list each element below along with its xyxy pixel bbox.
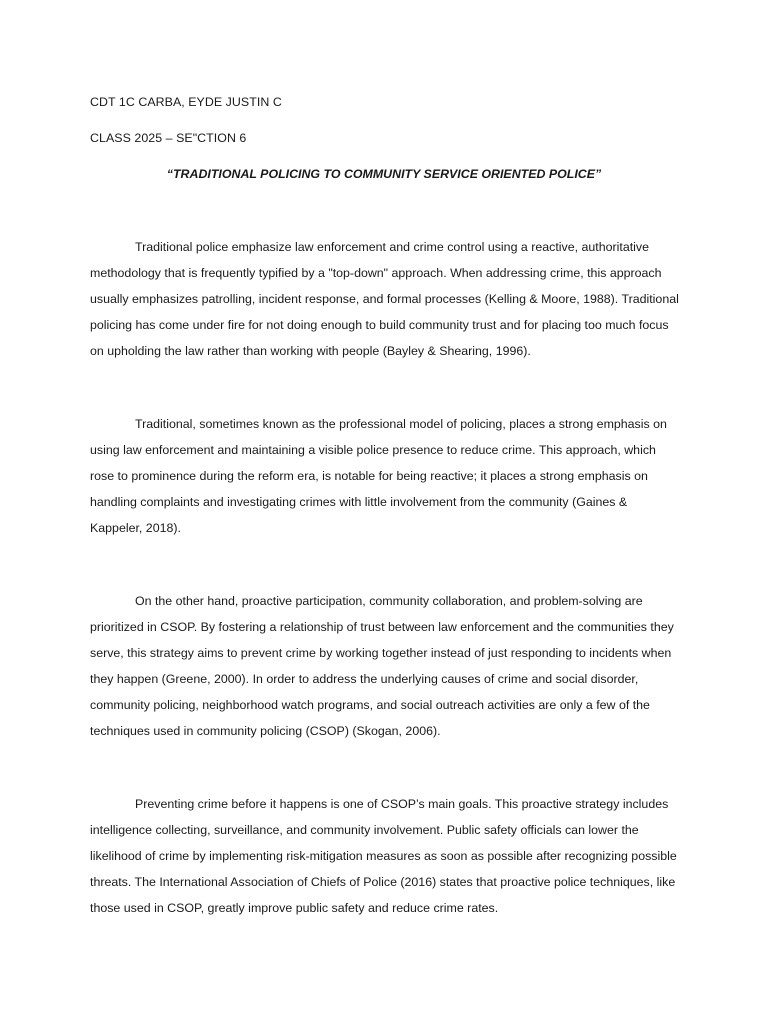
paragraph-4: Preventing crime before it happens is one of CSOP’s main goals. This proactive strategy includes intelligence collecting, surveillance, and community involvement. Public safety officials can lower the likelihood of crime by implementing risk-mitigation measures as soon as possible after recognizing possible threats. The International Association of Chiefs of Police (2016) states that proactive police techniques, like those used in CSOP, greatly improve public safety and reduce crime rates. — [90, 797, 677, 915]
paragraph-1: Traditional police emphasize law enforcement and crime control using a reactive, authoritative methodology that is frequently typified by a "top-down" approach. When addressing crime, this approach usually emphasizes patrolling, incident response, and formal processes (Kelling & Moore, 1988). Traditional policing has come under fire for not doing enough to build community trust and for placing too much focus on upholding the law rather than working with people (Bayley & Shearing, 1996). — [90, 240, 679, 358]
paragraph-3: On the other hand, proactive participation, community collaboration, and problem-solving are prioritized in CSOP. By fostering a relationship of trust between law enforcement and the communities they serve, this strategy aims to prevent crime by working together instead of just responding to incidents when they happen (Greene, 2000). In order to address the underlying causes of crime and social disorder, community policing, neighborhood watch programs, and social outreach activities are only a few of the techniques used in community policing (CSOP) (Skogan, 2006). — [90, 594, 674, 738]
document-title: “TRADITIONAL POLICING TO COMMUNITY SERVICE ORIENTED POLICE” — [166, 167, 602, 181]
paragraph-2: Traditional, sometimes known as the professional model of policing, places a strong emphasis on using law enforcement and maintaining a visible police presence to reduce crime. This approach, which rose to prominence during the reform era, is notable for being reactive; it places a strong emphasis on handling complaints and investigating crimes with little involvement from the community (Gaines & Kappeler, 2018). — [90, 417, 667, 535]
author-name-line: CDT 1C CARBA, EYDE JUSTIN C — [90, 95, 282, 109]
class-section-line: CLASS 2025 – SE"CTION 6 — [90, 131, 247, 145]
